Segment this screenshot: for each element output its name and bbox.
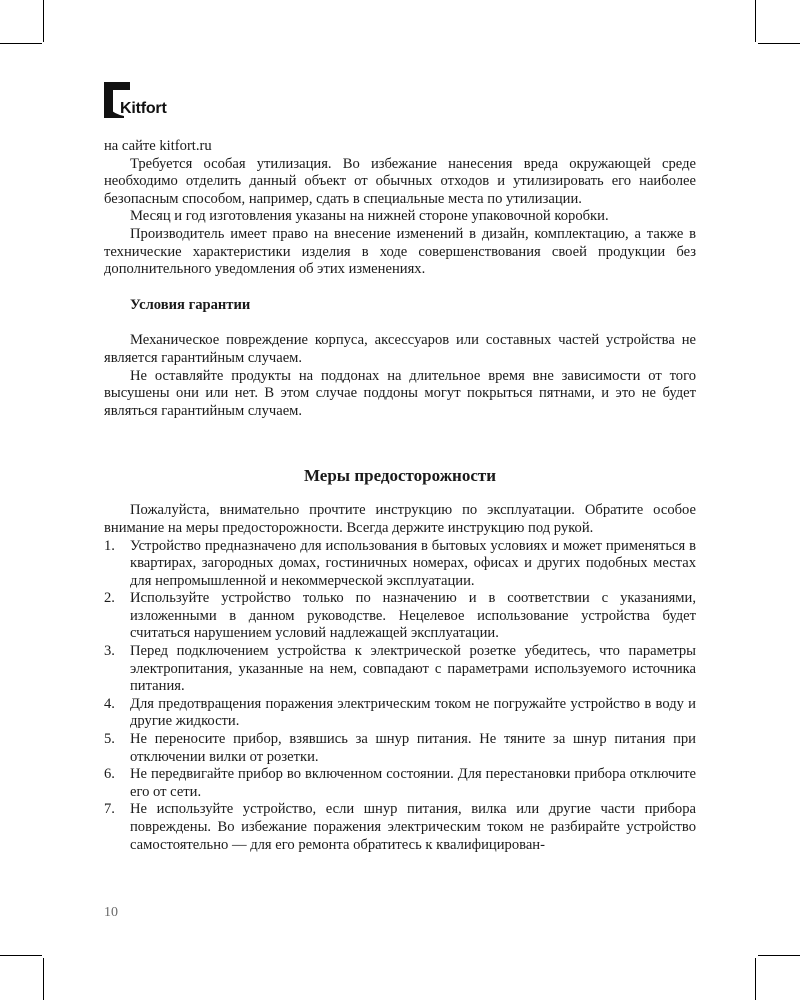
- list-item-number: 2.: [104, 590, 115, 607]
- warranty-heading: Условия гарантии: [130, 296, 251, 313]
- list-item-text: Не передвигайте прибор во включенном состоянии. Для перестановки прибора отключите его от сети.: [130, 766, 696, 800]
- list-item-number: 7.: [104, 801, 115, 818]
- list-item: [104, 590, 696, 643]
- list-item: [104, 766, 696, 801]
- precautions-intro: Пожалуйста, внимательно прочтите инструкцию по эксплуатации. Обратите особое внимание на меры предосторожности. Всегда держите инструкцию под рукой.: [104, 502, 696, 536]
- list-item-number: 6.: [104, 766, 115, 783]
- list-item-number: 1.: [104, 537, 115, 554]
- website-line: на сайте kitfort.ru: [104, 138, 212, 154]
- crop-mark-bottom-left-h: [0, 955, 42, 956]
- list-item-text: Для предотвращения поражения электрическим током не погружайте устройство в воду и другие жидкости.: [130, 695, 696, 730]
- list-item-number: 4.: [104, 695, 115, 712]
- crop-mark-top-right-h: [758, 43, 800, 44]
- list-item: [104, 731, 696, 766]
- list-item-number: 5.: [104, 731, 115, 748]
- intro-paragraph-manufacture-date: Месяц и год изготовления указаны на нижней стороне упаковочной коробки.: [130, 208, 609, 225]
- list-item: [104, 538, 696, 591]
- crop-mark-bottom-left: [43, 958, 44, 1000]
- page-number: 10: [104, 905, 118, 920]
- list-item-number: 3.: [104, 643, 115, 660]
- list-item-text: Перед подключением устройства к электрической розетке убедитесь, что параметры электропитания, указанные на нем, совпадают с параметрами используемого источника питания.: [130, 643, 696, 695]
- intro-paragraph-disposal: Требуется особая утилизация. Во избежание нанесения вреда окружающей среде необходимо отделить данный объект от обычных отходов и утилизировать его наиболее безопасным способом, например, сдать в специальные места по утилизации.: [104, 155, 696, 207]
- precautions-list: [104, 538, 696, 855]
- list-item-text: Не переносите прибор, взявшись за шнур питания. Не тяните за шнур питания при отключении вилки от розетки.: [130, 731, 696, 765]
- list-item: [104, 801, 696, 854]
- warranty-paragraph-damage: Механическое повреждение корпуса, аксессуаров или составных частей устройства не является гарантийным случаем.: [104, 332, 696, 366]
- brand-logo: [104, 82, 167, 118]
- brand-name: Kitfort: [120, 100, 167, 117]
- list-item: [104, 696, 696, 731]
- intro-paragraph-manufacturer-rights: Производитель имеет право на внесение изменений в дизайн, комплектацию, а также в технические характеристики изделия в ходе совершенствования своей продукции без дополнительного уведомления об этих изменениях.: [104, 225, 696, 278]
- warranty-section: [104, 332, 696, 420]
- list-item-text: Используйте устройство только по назначению и в соответствии с указаниями, изложенными в данном руководстве. Нецелевое использование устройства будет считаться нарушением условий надлежащей эксплуатации.: [130, 590, 696, 642]
- warranty-paragraph-trays: Не оставляйте продукты на поддонах на длительное время вне зависимости от того высушены они или нет. В этом случае поддоны могут покрыться пятнами, и это не будет являться гарантийным случаем.: [104, 367, 696, 419]
- precautions-title: Меры предосторожности: [303, 466, 497, 486]
- list-item-text: Устройство предназначено для использования в бытовых условиях и может применяться в квартирах, загородных домах, гостиничных номерах, офисах и других подобных местах для непромышленной и некоммерческой эксплуатации.: [130, 537, 696, 589]
- crop-mark-top-left: [43, 0, 44, 42]
- crop-mark-bottom-right: [755, 958, 756, 1000]
- crop-mark-top-left-h: [0, 43, 42, 44]
- list-item: [104, 643, 696, 696]
- crop-mark-bottom-right-h: [758, 955, 800, 956]
- page-content: [104, 138, 696, 854]
- list-item-text: Не используйте устройство, если шнур питания, вилка или другие части прибора повреждены. Во избежание поражения электрическим током не разбирайте устройство самостоятельно — для его ремонта обратитесь к квалифицирован-: [130, 801, 696, 853]
- crop-mark-top-right: [755, 0, 756, 42]
